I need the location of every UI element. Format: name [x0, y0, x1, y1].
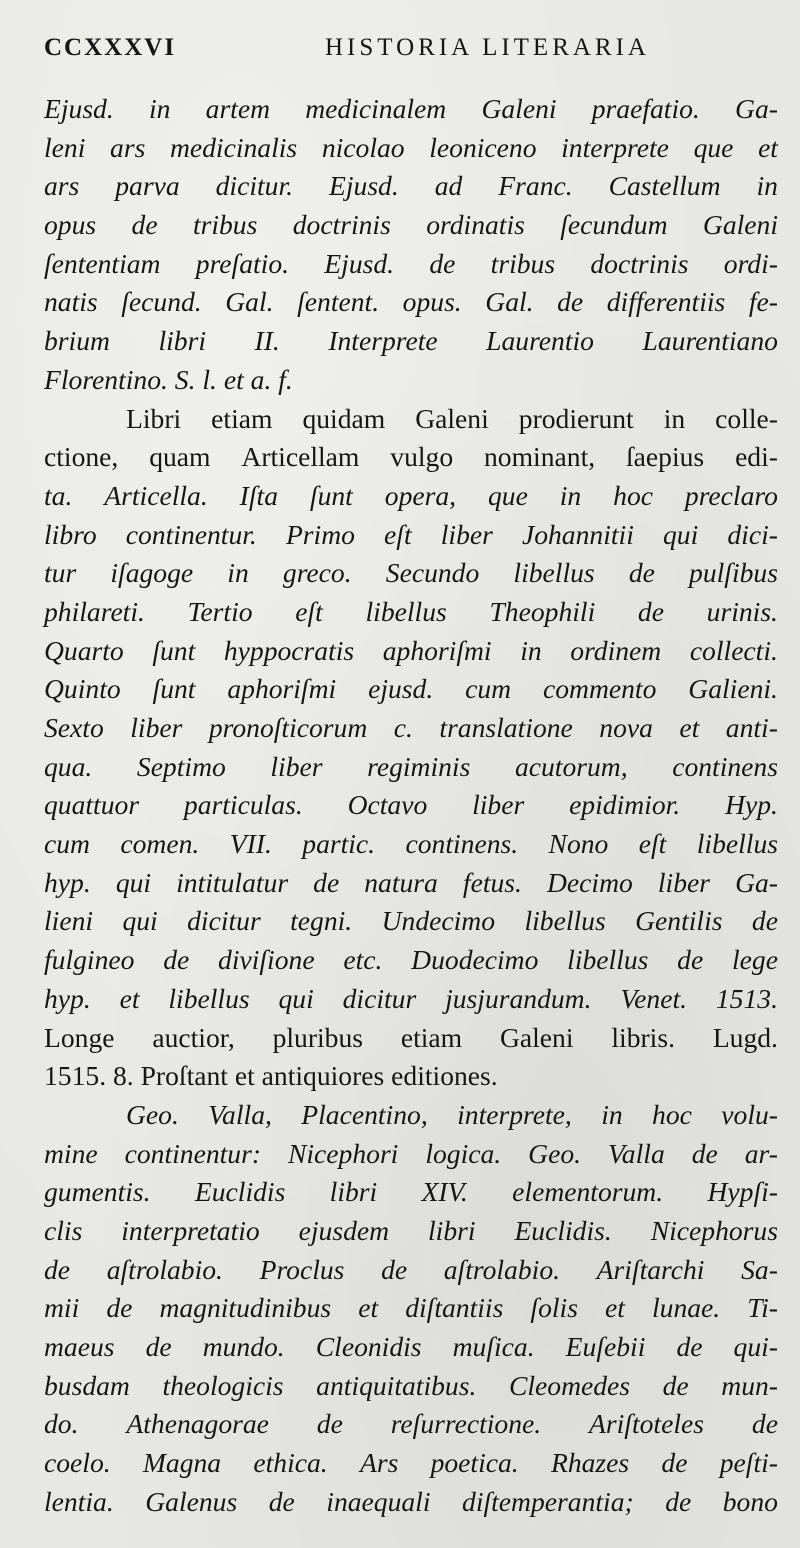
text-line: ta. Articella. Iſta ſunt opera, que in hoc preclaro [44, 479, 778, 511]
text-line: philareti. Tertio eſt libellus Theophili de urinis. [44, 595, 778, 627]
text-line: quattuor particulas. Octavo liber epidimior. Hyp. [44, 789, 778, 821]
text-line: maeus de mundo. Cleonidis muſica. Euſebii de qui- [44, 1331, 778, 1362]
text-line: libro continentur. Primo eſt liber Johannitii qui dici- [44, 518, 778, 550]
text-line: do. Athenagorae de reſurrectione. Ariſtoteles de [44, 1408, 778, 1440]
text-line: Ejusd. in artem medicinalem Galeni praefatio. Ga- [44, 93, 778, 124]
text-line: fulgineo de diviſione etc. Duodecimo libellus de lege [44, 944, 778, 976]
text-line: cum comen. VII. partic. continens. Nono eſt libellus [44, 828, 778, 860]
text-line: natis ſecund. Gal. ſentent. opus. Gal. de differentiis fe- [44, 286, 778, 318]
text-line: Quarto ſunt hyppocratis aphoriſmi in ordinem collecti. [44, 634, 778, 666]
paragraph-1 [44, 90, 778, 400]
text-line: de aſtrolabio. Proclus de aſtrolabio. Ariſtarchi Sa- [44, 1253, 778, 1285]
text-line: Florentino. S. l. et a. f. [44, 363, 293, 395]
text-line: Sexto liber pronoſticorum c. translatione nova et anti- [44, 712, 778, 743]
text-line: ctione, quam Articellam vulgo nominant, ſaepius edi- [44, 441, 778, 473]
text-line: mine continentur: Nicephori logica. Geo. Valla de ar- [44, 1137, 778, 1169]
text-line: busdam theologicis antiquitatibus. Cleomedes de mun- [44, 1369, 778, 1401]
text-line: 1515. 8. Proſtant et antiquiores editiones. [44, 1060, 498, 1092]
page-header [44, 34, 778, 90]
text-line: ars parva dicitur. Ejusd. ad Franc. Castellum in [44, 170, 778, 202]
page-number: CCXXXVI [44, 34, 177, 61]
text-line: gumentis. Euclidis libri XIV. elementorum. Hypſi- [44, 1176, 778, 1208]
text-line: tur iſagoge in greco. Secundo libellus de pulſibus [44, 557, 778, 589]
text-line: coelo. Magna ethica. Ars poetica. Rhazes de peſti- [44, 1447, 778, 1479]
text-line: qua. Septimo liber regiminis acutorum, continens [44, 750, 778, 782]
text-line: clis interpretatio ejusdem libri Euclidis. Nicephorus [44, 1214, 778, 1246]
text-line: ſententiam preſatio. Ejusd. de tribus doctrinis ordi- [44, 247, 778, 279]
text-line: mii de magnitudinibus et diſtantiis ſolis et lunae. Ti- [44, 1292, 778, 1324]
body-text [44, 90, 778, 1521]
text-line: lieni qui dicitur tegni. Undecimo libellus Gentilis de [44, 905, 778, 937]
text-line: Longe auctior, pluribus etiam Galeni libris. Lugd. [44, 1021, 778, 1053]
text-line: Quinto ſunt aphoriſmi ejusd. cum commento Galieni. [44, 673, 778, 705]
paragraph-2 [44, 400, 778, 1096]
text-line: Geo. Valla, Placentino, interprete, in hoc volu- [126, 1098, 778, 1130]
running-title: HISTORIA LITERARIA [324, 34, 650, 61]
text-line: hyp. qui intitulatur de natura fetus. Decimo liber Ga- [44, 866, 778, 898]
text-line: lentia. Galenus de inaequali diſtemperantia; de bono [44, 1485, 778, 1517]
text-line: Libri etiam quidam Galeni prodierunt in colle- [126, 402, 778, 434]
paragraph-3 [44, 1096, 778, 1522]
text-line: leni ars medicinalis nicolao leoniceno interprete que et [44, 131, 778, 163]
text-line: brium libri II. Interprete Laurentio Laurentiano [44, 325, 778, 357]
text-line: opus de tribus doctrinis ordinatis ſecundum Galeni [44, 209, 778, 241]
text-line: hyp. et libellus qui dicitur jusjurandum. Venet. 1513. [44, 982, 778, 1014]
